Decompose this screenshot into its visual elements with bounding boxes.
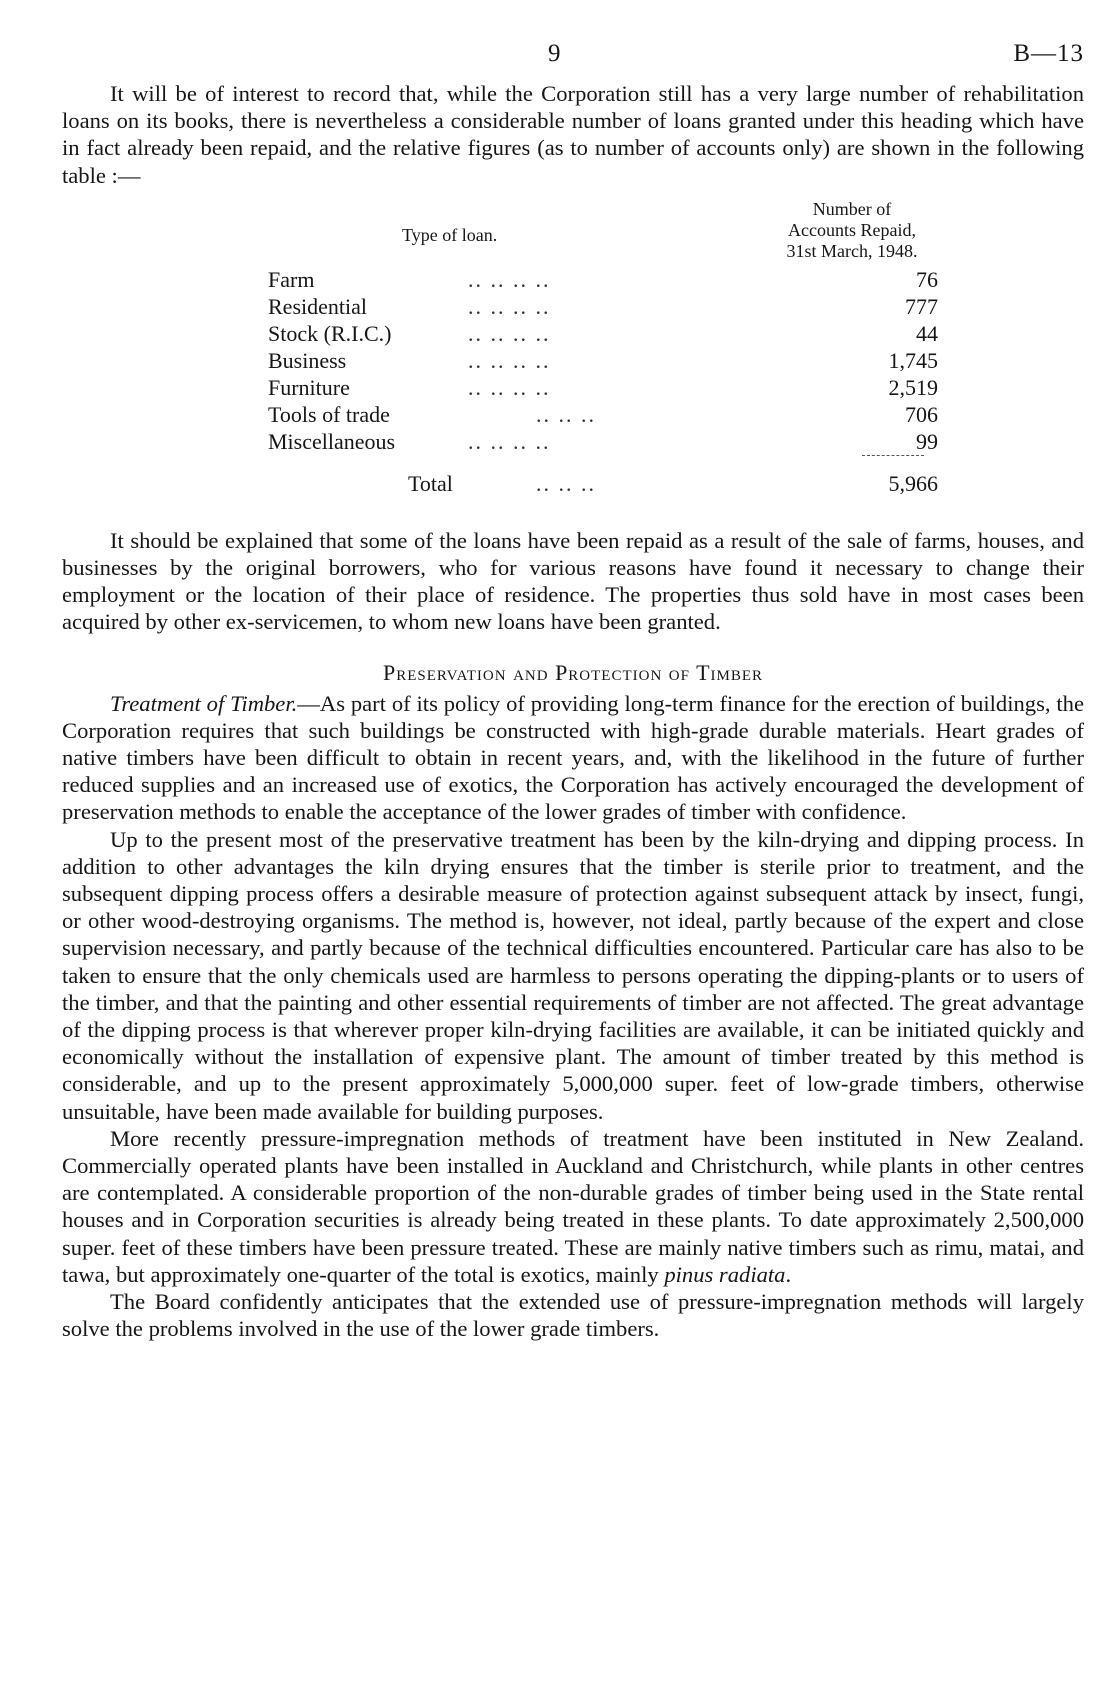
total-value: 5,966: [888, 470, 938, 496]
row-leader-dots: .. .. ..: [536, 401, 596, 427]
row-label: Furniture: [268, 374, 350, 400]
column-header-number-line: Accounts Repaid,: [788, 219, 916, 240]
treatment-text: —As part of its policy of providing long-term finance for the erection of buildings, the Corporation requires that such buildings be constructed with high-grade durable materials. Heart grades of native timbers have been difficult to obtain in recent years, and, with the likelihood in the future of further reduced supplies and an increased use of exotics, the Corporation has actively encouraged the development of preservation methods to enable the acceptance of the lower grades of timber with confidence.: [62, 690, 1084, 825]
row-value: 2,519: [888, 374, 938, 400]
total-label: Total: [408, 470, 453, 496]
total-leader-dots: .. .. ..: [536, 470, 596, 496]
table-row: [268, 375, 938, 403]
pressure-text: More recently pressure-impregnation methods of treatment have been instituted in New Zealand. Commercially operated plants have been installed in Auckland and Christchurch, while plants in other centres are contemplated. A considerable proportion of the non-durable grades of timber being used in the State rental houses and in Corporation securities is already being treated in these plants. To date approximately 2,500,000 super. feet of these timbers have been pressure treated. These are mainly native timbers such as rimu, matai, and tawa, but approximately one-quarter of the total is exotics, mainly: [62, 1125, 1084, 1287]
document-reference: B—13: [1013, 40, 1084, 67]
species-name: pinus radiata: [664, 1261, 786, 1287]
row-value: 99: [916, 428, 938, 454]
treatment-heading: Treatment of Timber.: [110, 690, 298, 716]
document-page: [62, 40, 1084, 1343]
intro-paragraph: It will be of interest to record that, while the Corporation still has a very large number of rehabilitation loans on its books, there is nevertheless a considerable number of loans granted under this heading which have in fact already been repaid, and the relative figures (as to number of accounts only) are shown in the following table :—: [62, 81, 1084, 188]
table-row: [268, 348, 938, 376]
row-leader-dots: .. .. .. ..: [468, 428, 551, 454]
pressure-text-end: .: [785, 1261, 792, 1287]
treatment-paragraph: [62, 690, 1084, 826]
row-label: Farm: [268, 266, 315, 292]
row-value: 706: [905, 401, 938, 427]
page-header: [62, 40, 1084, 80]
row-label: Miscellaneous: [268, 428, 396, 454]
row-value: 44: [916, 320, 938, 346]
explanation-paragraph: It should be explained that some of the loans have been repaid as a result of the sale of farms, houses, and businesses by the original borrowers, who for various reasons have found it necessary to change their employment or the location of their place of residence. The properties thus sold have in most cases been acquired by other ex-servicemen, to whom new loans have been granted.: [62, 527, 1084, 635]
row-leader-dots: .. .. .. ..: [468, 293, 551, 319]
kiln-drying-paragraph: Up to the present most of the preservative treatment has been by the kiln-drying and dipping process. In addition to other advantages the kiln drying ensures that the timber is sterile prior to treatment, and the subsequent dipping process offers a desirable measure of protection against subsequent attack by insect, fungi, or other wood-destroying organisms. The method is, however, not ideal, partly because of the expert and close supervision necessary, and partly because of the technical difficulties encountered. Particular care has also to be taken to ensure that the only chemicals used are harmless to persons operating the dipping-plants or to users of the timber, and that the painting and other essential requirements of timber are not affected. The great advantage of the dipping process is that wherever proper kiln-drying facilities are available, it can be initiated quickly and economically without the installation of expensive plant. The amount of timber treated by this method is considerable, and up to the present approximately 5,000,000 super. feet of low-grade timbers, otherwise unsuitable, have been made available for building purposes.: [62, 826, 1084, 1124]
table-row: [268, 402, 938, 430]
row-label: Residential: [268, 293, 367, 319]
page-number: 9: [548, 40, 561, 67]
row-leader-dots: .. .. .. ..: [468, 374, 551, 400]
row-leader-dots: .. .. .. ..: [468, 347, 551, 373]
column-header-type: Type of loan.: [402, 224, 498, 245]
pressure-impregnation-paragraph: [62, 1125, 1084, 1288]
row-leader-dots: .. .. .. ..: [468, 320, 551, 346]
row-value: 76: [916, 266, 938, 292]
table-row: [268, 321, 938, 349]
loans-repaid-table: [62, 195, 1084, 523]
column-header-number-line: 31st March, 1948.: [786, 240, 918, 261]
row-label: Stock (R.I.C.): [268, 320, 392, 346]
board-paragraph: The Board confidently anticipates that the extended use of pressure-impregnation methods will largely solve the problems involved in the use of the lower grade timbers.: [62, 1289, 1084, 1342]
row-label: Tools of trade: [268, 401, 390, 427]
section-heading: Preservation and Protection of Timber: [382, 659, 764, 685]
row-value: 1,745: [888, 347, 938, 373]
column-header-number-line: Number of: [812, 198, 892, 219]
total-rule: [862, 455, 924, 456]
table-row: [268, 267, 938, 295]
table-row: [268, 429, 938, 457]
total-row: [268, 471, 938, 499]
row-label: Business: [268, 347, 347, 373]
table-row: [268, 294, 938, 322]
row-value: 777: [905, 293, 938, 319]
row-leader-dots: .. .. .. ..: [468, 266, 551, 292]
column-header-number: [742, 199, 962, 262]
